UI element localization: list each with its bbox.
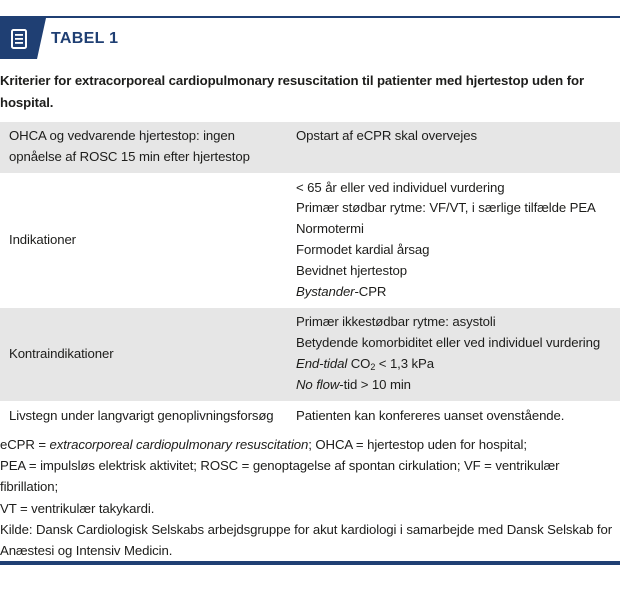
table-footnotes [0, 434, 618, 561]
table-row [0, 122, 620, 173]
table-row [0, 308, 620, 401]
criteria-table [0, 122, 620, 431]
table-title: TABEL 1 [51, 30, 119, 47]
criterion-cell: Livstegn under langvarigt genoplivningsforsøg [0, 401, 288, 431]
table-row [0, 173, 620, 308]
detail-italic: No flow [296, 376, 340, 392]
detail-italic: Bystander [296, 283, 355, 299]
abbreviation-line: PEA = impulsløs elektrisk aktivitet; ROSC = genoptagelse af spontan cirkulation; VF = ventrikulær fibrillation; [0, 458, 560, 495]
abbreviation-line [0, 434, 618, 455]
detail-cell [288, 308, 620, 401]
detail-line: Patienten kan konfereres uanset ovenstående. [296, 407, 565, 423]
detail-line [296, 354, 612, 375]
detail-line: Primær stødbar rytme: VF/VT, i særlige tilfælde PEA [296, 200, 596, 216]
table-caption: Kriterier for extracorporeal cardiopulmonary resuscitation til patienter med hjertestop uden for hospital. [0, 73, 584, 110]
note-text: eCPR = [0, 437, 50, 452]
detail-text: < 1,3 kPa [375, 355, 434, 371]
abbreviation-line: VT = ventrikulær takykardi. [0, 500, 155, 516]
table-icon-badge [0, 18, 37, 59]
detail-line: Bevidnet hjertestop [296, 262, 407, 278]
detail-line: Opstart af eCPR skal overvejes [296, 128, 477, 143]
detail-cell [288, 122, 620, 173]
detail-text: CO [347, 355, 371, 371]
subscript: 2 [370, 361, 376, 372]
detail-cell [288, 401, 620, 431]
note-italic: extracorporeal cardiopulmonary resuscitation [49, 437, 309, 452]
criterion-cell: OHCA og vedvarende hjertestop: ingen opnåelse af ROSC 15 min efter hjertestop [0, 122, 288, 173]
detail-line [296, 375, 612, 396]
document-list-icon [11, 29, 27, 49]
detail-text: -CPR [354, 283, 387, 299]
bottom-rule [0, 561, 620, 565]
detail-line: Primær ikkestødbar rytme: asystoli [296, 314, 496, 330]
source-note: Kilde: Dansk Cardiologisk Selskabs arbejdsgruppe for akut kardiologi i samarbejde med Dansk Selskab for Anæstesi og Intensiv Medicin. [0, 521, 613, 559]
criterion-cell: Indikationer [0, 173, 288, 308]
detail-line: Betydende komorbiditet eller ved individuel vurdering [296, 335, 601, 351]
detail-text: -tid > 10 min [339, 376, 411, 392]
note-text: ; OHCA = hjertestop uden for hospital; [308, 437, 527, 452]
header-slash [37, 18, 46, 59]
detail-line: Formodet kardial årsag [296, 241, 430, 257]
detail-line [296, 282, 612, 303]
detail-line: Normotermi [296, 221, 364, 237]
detail-cell [288, 173, 620, 308]
detail-line: < 65 år eller ved individuel vurdering [296, 179, 505, 195]
criterion-cell: Kontraindikationer [0, 308, 288, 401]
table-row [0, 401, 620, 431]
top-rule [0, 16, 620, 18]
detail-italic: End-tidal [296, 355, 348, 371]
